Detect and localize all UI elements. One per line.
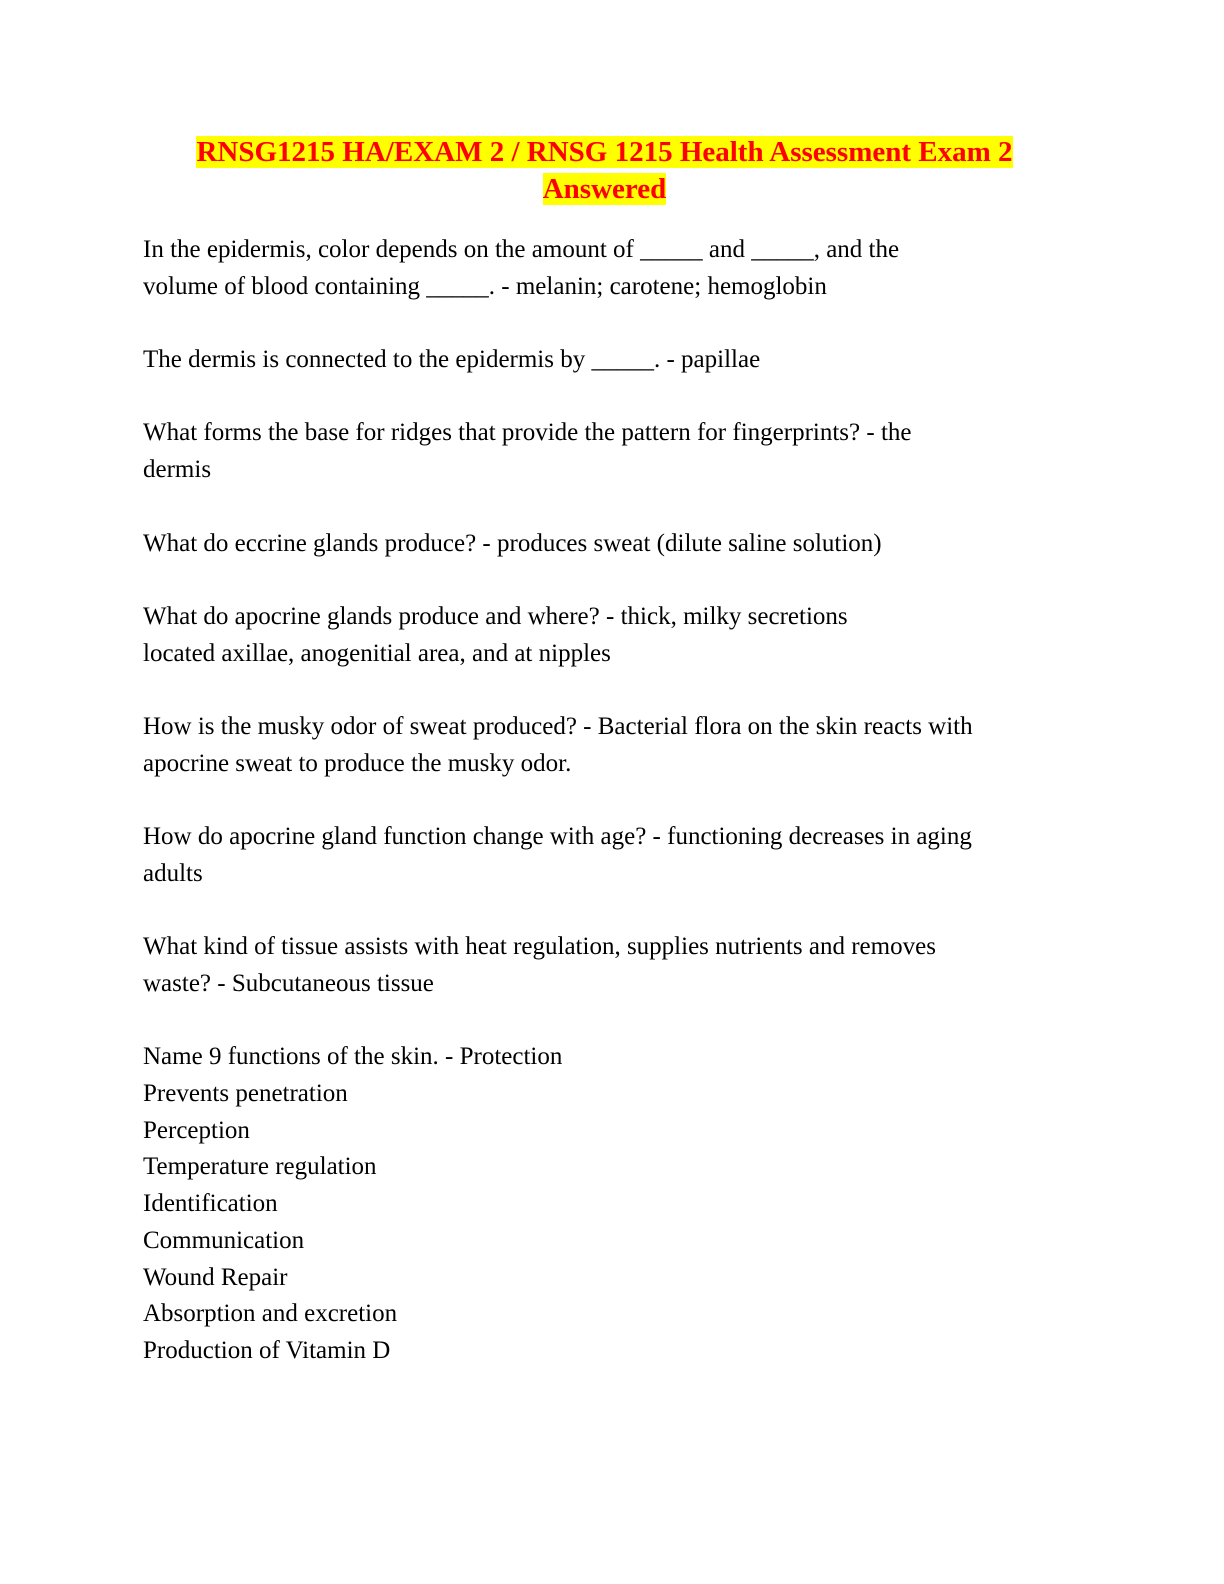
qa-line: Prevents penetration xyxy=(143,1080,348,1108)
qa-line: volume of blood containing _____. - melanin; carotene; hemoglobin xyxy=(143,272,827,300)
qa-line: Perception xyxy=(143,1116,250,1144)
qa-line: How do apocrine gland function change with age? - functioning decreases in aging xyxy=(143,823,972,851)
qa-line: Production of Vitamin D xyxy=(143,1336,391,1364)
qa-line: In the epidermis, color depends on the amount of _____ and _____, and the xyxy=(143,236,900,263)
qa-line: How is the musky odor of sweat produced? - Bacterial flora on the skin reacts with xyxy=(143,713,973,741)
qa-line: What kind of tissue assists with heat regulation, supplies nutrients and removes xyxy=(143,933,936,961)
qa-line: What do apocrine glands produce and where? - thick, milky secretions xyxy=(143,602,848,630)
qa-line: What do eccrine glands produce? - produces sweat (dilute saline solution) xyxy=(143,529,882,557)
qa-line: waste? - Subcutaneous tissue xyxy=(143,969,434,997)
qa-item-5 xyxy=(143,599,1083,672)
qa-item-1 xyxy=(143,232,1083,305)
qa-item-9 xyxy=(143,1039,1083,1369)
title-line-1: RNSG1215 HA/EXAM 2 / RNSG 1215 Health Assessment Exam 2 xyxy=(196,136,1013,168)
qa-line: apocrine sweat to produce the musky odor. xyxy=(143,749,572,777)
qa-item-3 xyxy=(143,415,1083,488)
qa-item-2 xyxy=(143,342,1083,379)
qa-line: The dermis is connected to the epidermis by _____. - papillae xyxy=(143,346,761,374)
qa-line: Identification xyxy=(143,1190,278,1218)
qa-line: Communication xyxy=(143,1226,305,1254)
title-line-2: Answered xyxy=(542,172,667,205)
qa-line: Wound Repair xyxy=(143,1263,288,1291)
qa-item-6 xyxy=(143,709,1083,782)
qa-line: located axillae, anogenitial area, and at nipples xyxy=(143,639,611,667)
qa-line: Name 9 functions of the skin. - Protection xyxy=(143,1043,563,1071)
qa-line: Temperature regulation xyxy=(143,1153,377,1181)
qa-list xyxy=(143,232,1083,1406)
qa-line: adults xyxy=(143,859,203,887)
qa-line: Absorption and excretion xyxy=(143,1300,398,1328)
qa-line: dermis xyxy=(143,456,212,484)
document-title xyxy=(143,134,1066,207)
qa-item-7 xyxy=(143,819,1083,892)
qa-line: What forms the base for ridges that provide the pattern for fingerprints? - the xyxy=(143,419,912,447)
qa-item-8 xyxy=(143,929,1083,1002)
qa-item-4 xyxy=(143,526,1083,563)
